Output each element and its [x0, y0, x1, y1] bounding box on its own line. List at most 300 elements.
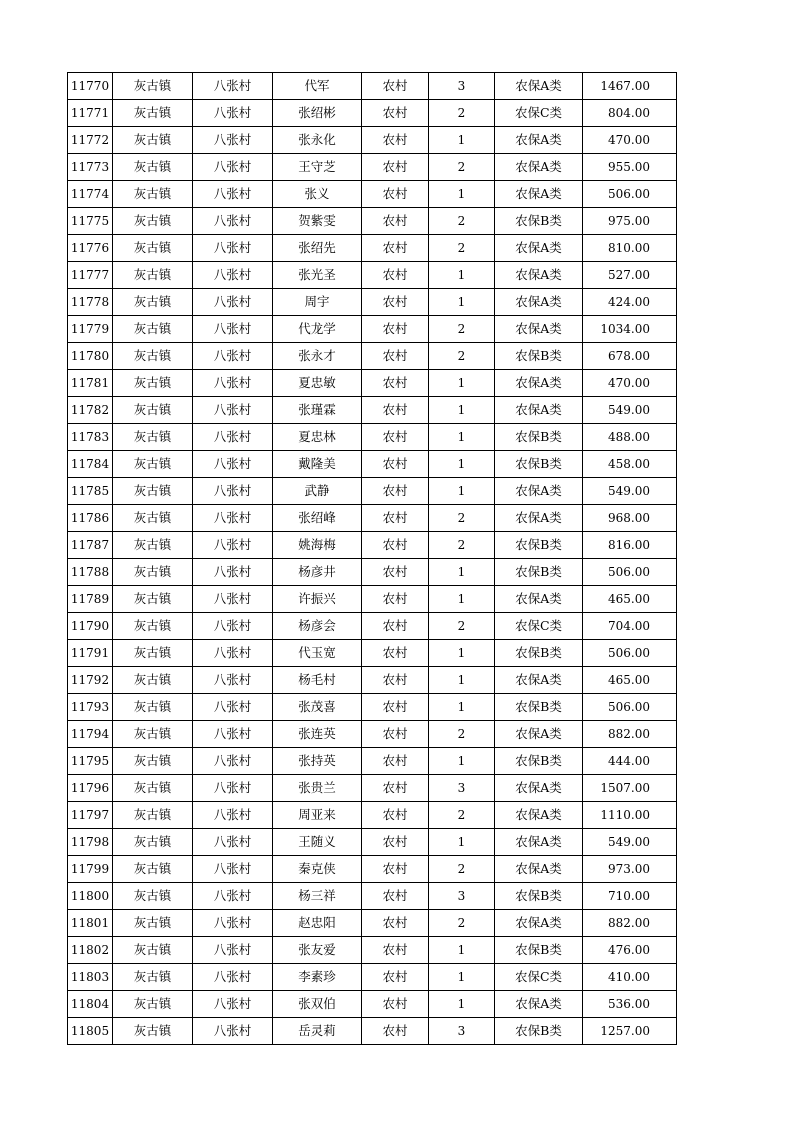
town-cell: 灰古镇 [113, 829, 193, 856]
serial-cell: 11802 [68, 937, 113, 964]
member-count-cell: 1 [429, 559, 495, 586]
household-type-cell: 农村 [362, 775, 429, 802]
household-type-cell: 农村 [362, 73, 429, 100]
amount-cell: 1257.00 [583, 1018, 677, 1045]
serial-cell: 11801 [68, 910, 113, 937]
amount-cell: 536.00 [583, 991, 677, 1018]
table-row [68, 451, 677, 478]
serial-cell: 11780 [68, 343, 113, 370]
table-row [68, 883, 677, 910]
household-type-cell: 农村 [362, 262, 429, 289]
roster-body [68, 73, 677, 1045]
serial-cell: 11774 [68, 181, 113, 208]
amount-cell: 465.00 [583, 667, 677, 694]
household-type-cell: 农村 [362, 640, 429, 667]
table-row [68, 559, 677, 586]
household-type-cell: 农村 [362, 856, 429, 883]
table-row [68, 748, 677, 775]
village-cell: 八张村 [193, 451, 273, 478]
amount-cell: 1507.00 [583, 775, 677, 802]
member-count-cell: 3 [429, 73, 495, 100]
category-cell: 农保A类 [495, 370, 583, 397]
name-cell: 张绍峰 [273, 505, 362, 532]
amount-cell: 678.00 [583, 343, 677, 370]
amount-cell: 804.00 [583, 100, 677, 127]
category-cell: 农保A类 [495, 586, 583, 613]
table-row [68, 424, 677, 451]
category-cell: 农保A类 [495, 181, 583, 208]
household-type-cell: 农村 [362, 559, 429, 586]
town-cell: 灰古镇 [113, 856, 193, 883]
name-cell: 张永化 [273, 127, 362, 154]
household-type-cell: 农村 [362, 370, 429, 397]
village-cell: 八张村 [193, 289, 273, 316]
category-cell: 农保A类 [495, 910, 583, 937]
town-cell: 灰古镇 [113, 127, 193, 154]
name-cell: 许振兴 [273, 586, 362, 613]
table-row [68, 208, 677, 235]
name-cell: 王守芝 [273, 154, 362, 181]
member-count-cell: 2 [429, 721, 495, 748]
name-cell: 贺紫雯 [273, 208, 362, 235]
table-row [68, 640, 677, 667]
village-cell: 八张村 [193, 721, 273, 748]
amount-cell: 549.00 [583, 478, 677, 505]
category-cell: 农保A类 [495, 154, 583, 181]
category-cell: 农保B类 [495, 937, 583, 964]
serial-cell: 11772 [68, 127, 113, 154]
name-cell: 周宇 [273, 289, 362, 316]
town-cell: 灰古镇 [113, 667, 193, 694]
table-row [68, 829, 677, 856]
amount-cell: 506.00 [583, 559, 677, 586]
table-row [68, 937, 677, 964]
amount-cell: 1110.00 [583, 802, 677, 829]
village-cell: 八张村 [193, 613, 273, 640]
household-type-cell: 农村 [362, 721, 429, 748]
town-cell: 灰古镇 [113, 694, 193, 721]
household-type-cell: 农村 [362, 343, 429, 370]
household-type-cell: 农村 [362, 316, 429, 343]
member-count-cell: 1 [429, 748, 495, 775]
household-type-cell: 农村 [362, 505, 429, 532]
name-cell: 赵忠阳 [273, 910, 362, 937]
member-count-cell: 1 [429, 370, 495, 397]
member-count-cell: 1 [429, 127, 495, 154]
category-cell: 农保A类 [495, 73, 583, 100]
amount-cell: 704.00 [583, 613, 677, 640]
village-cell: 八张村 [193, 640, 273, 667]
town-cell: 灰古镇 [113, 559, 193, 586]
member-count-cell: 1 [429, 289, 495, 316]
member-count-cell: 3 [429, 883, 495, 910]
town-cell: 灰古镇 [113, 883, 193, 910]
amount-cell: 549.00 [583, 829, 677, 856]
serial-cell: 11777 [68, 262, 113, 289]
name-cell: 戴隆美 [273, 451, 362, 478]
name-cell: 代龙学 [273, 316, 362, 343]
serial-cell: 11791 [68, 640, 113, 667]
serial-cell: 11790 [68, 613, 113, 640]
serial-cell: 11785 [68, 478, 113, 505]
table-row [68, 370, 677, 397]
table-row [68, 235, 677, 262]
village-cell: 八张村 [193, 775, 273, 802]
name-cell: 姚海梅 [273, 532, 362, 559]
town-cell: 灰古镇 [113, 910, 193, 937]
table-row [68, 667, 677, 694]
name-cell: 张双伯 [273, 991, 362, 1018]
serial-cell: 11788 [68, 559, 113, 586]
household-type-cell: 农村 [362, 532, 429, 559]
household-type-cell: 农村 [362, 802, 429, 829]
village-cell: 八张村 [193, 910, 273, 937]
serial-cell: 11796 [68, 775, 113, 802]
name-cell: 夏忠林 [273, 424, 362, 451]
village-cell: 八张村 [193, 343, 273, 370]
household-type-cell: 农村 [362, 424, 429, 451]
village-cell: 八张村 [193, 235, 273, 262]
serial-cell: 11773 [68, 154, 113, 181]
serial-cell: 11787 [68, 532, 113, 559]
name-cell: 周亚来 [273, 802, 362, 829]
table-row [68, 397, 677, 424]
town-cell: 灰古镇 [113, 748, 193, 775]
table-row [68, 802, 677, 829]
category-cell: 农保B类 [495, 424, 583, 451]
category-cell: 农保B类 [495, 694, 583, 721]
table-row [68, 262, 677, 289]
serial-cell: 11779 [68, 316, 113, 343]
category-cell: 农保C类 [495, 613, 583, 640]
town-cell: 灰古镇 [113, 370, 193, 397]
household-type-cell: 农村 [362, 964, 429, 991]
town-cell: 灰古镇 [113, 1018, 193, 1045]
amount-cell: 458.00 [583, 451, 677, 478]
household-type-cell: 农村 [362, 748, 429, 775]
household-type-cell: 农村 [362, 235, 429, 262]
member-count-cell: 1 [429, 451, 495, 478]
table-row [68, 613, 677, 640]
category-cell: 农保B类 [495, 1018, 583, 1045]
category-cell: 农保A类 [495, 127, 583, 154]
village-cell: 八张村 [193, 208, 273, 235]
member-count-cell: 1 [429, 667, 495, 694]
amount-cell: 549.00 [583, 397, 677, 424]
table-row [68, 100, 677, 127]
category-cell: 农保B类 [495, 748, 583, 775]
amount-cell: 975.00 [583, 208, 677, 235]
amount-cell: 882.00 [583, 910, 677, 937]
serial-cell: 11793 [68, 694, 113, 721]
amount-cell: 506.00 [583, 640, 677, 667]
village-cell: 八张村 [193, 478, 273, 505]
name-cell: 岳灵莉 [273, 1018, 362, 1045]
village-cell: 八张村 [193, 424, 273, 451]
town-cell: 灰古镇 [113, 424, 193, 451]
village-cell: 八张村 [193, 1018, 273, 1045]
village-cell: 八张村 [193, 559, 273, 586]
member-count-cell: 1 [429, 397, 495, 424]
serial-cell: 11770 [68, 73, 113, 100]
village-cell: 八张村 [193, 586, 273, 613]
household-type-cell: 农村 [362, 937, 429, 964]
category-cell: 农保C类 [495, 964, 583, 991]
serial-cell: 11795 [68, 748, 113, 775]
town-cell: 灰古镇 [113, 937, 193, 964]
amount-cell: 973.00 [583, 856, 677, 883]
serial-cell: 11800 [68, 883, 113, 910]
serial-cell: 11786 [68, 505, 113, 532]
category-cell: 农保A类 [495, 505, 583, 532]
member-count-cell: 2 [429, 235, 495, 262]
serial-cell: 11805 [68, 1018, 113, 1045]
serial-cell: 11781 [68, 370, 113, 397]
town-cell: 灰古镇 [113, 343, 193, 370]
household-type-cell: 农村 [362, 667, 429, 694]
member-count-cell: 2 [429, 910, 495, 937]
village-cell: 八张村 [193, 532, 273, 559]
village-cell: 八张村 [193, 883, 273, 910]
town-cell: 灰古镇 [113, 991, 193, 1018]
serial-cell: 11776 [68, 235, 113, 262]
name-cell: 张绍彬 [273, 100, 362, 127]
member-count-cell: 2 [429, 343, 495, 370]
category-cell: 农保B类 [495, 640, 583, 667]
village-cell: 八张村 [193, 505, 273, 532]
amount-cell: 424.00 [583, 289, 677, 316]
amount-cell: 816.00 [583, 532, 677, 559]
category-cell: 农保B类 [495, 451, 583, 478]
village-cell: 八张村 [193, 181, 273, 208]
table-row [68, 532, 677, 559]
name-cell: 王随义 [273, 829, 362, 856]
member-count-cell: 2 [429, 316, 495, 343]
member-count-cell: 2 [429, 802, 495, 829]
village-cell: 八张村 [193, 667, 273, 694]
amount-cell: 444.00 [583, 748, 677, 775]
amount-cell: 410.00 [583, 964, 677, 991]
name-cell: 代军 [273, 73, 362, 100]
town-cell: 灰古镇 [113, 289, 193, 316]
member-count-cell: 1 [429, 829, 495, 856]
category-cell: 农保A类 [495, 856, 583, 883]
household-type-cell: 农村 [362, 829, 429, 856]
serial-cell: 11792 [68, 667, 113, 694]
member-count-cell: 2 [429, 856, 495, 883]
amount-cell: 470.00 [583, 127, 677, 154]
town-cell: 灰古镇 [113, 505, 193, 532]
name-cell: 张茂喜 [273, 694, 362, 721]
table-row [68, 316, 677, 343]
town-cell: 灰古镇 [113, 397, 193, 424]
village-cell: 八张村 [193, 100, 273, 127]
member-count-cell: 3 [429, 775, 495, 802]
serial-cell: 11784 [68, 451, 113, 478]
category-cell: 农保A类 [495, 316, 583, 343]
village-cell: 八张村 [193, 937, 273, 964]
household-type-cell: 农村 [362, 451, 429, 478]
household-type-cell: 农村 [362, 208, 429, 235]
serial-cell: 11794 [68, 721, 113, 748]
village-cell: 八张村 [193, 991, 273, 1018]
table-row [68, 73, 677, 100]
amount-cell: 506.00 [583, 694, 677, 721]
name-cell: 张永才 [273, 343, 362, 370]
table-row [68, 343, 677, 370]
amount-cell: 470.00 [583, 370, 677, 397]
member-count-cell: 1 [429, 991, 495, 1018]
category-cell: 农保B类 [495, 883, 583, 910]
category-cell: 农保A类 [495, 289, 583, 316]
member-count-cell: 1 [429, 640, 495, 667]
household-type-cell: 农村 [362, 289, 429, 316]
table-row [68, 127, 677, 154]
member-count-cell: 2 [429, 100, 495, 127]
serial-cell: 11789 [68, 586, 113, 613]
table-row [68, 964, 677, 991]
name-cell: 张贵兰 [273, 775, 362, 802]
household-type-cell: 农村 [362, 883, 429, 910]
amount-cell: 1034.00 [583, 316, 677, 343]
member-count-cell: 3 [429, 1018, 495, 1045]
town-cell: 灰古镇 [113, 775, 193, 802]
category-cell: 农保B类 [495, 343, 583, 370]
name-cell: 杨三祥 [273, 883, 362, 910]
name-cell: 张瑾霖 [273, 397, 362, 424]
category-cell: 农保B类 [495, 559, 583, 586]
category-cell: 农保A类 [495, 721, 583, 748]
category-cell: 农保A类 [495, 667, 583, 694]
member-count-cell: 1 [429, 586, 495, 613]
name-cell: 杨彦井 [273, 559, 362, 586]
town-cell: 灰古镇 [113, 154, 193, 181]
category-cell: 农保C类 [495, 100, 583, 127]
town-cell: 灰古镇 [113, 532, 193, 559]
town-cell: 灰古镇 [113, 478, 193, 505]
table-row [68, 910, 677, 937]
category-cell: 农保A类 [495, 478, 583, 505]
serial-cell: 11804 [68, 991, 113, 1018]
category-cell: 农保A类 [495, 397, 583, 424]
table-row [68, 694, 677, 721]
serial-cell: 11778 [68, 289, 113, 316]
town-cell: 灰古镇 [113, 100, 193, 127]
household-type-cell: 农村 [362, 694, 429, 721]
town-cell: 灰古镇 [113, 316, 193, 343]
name-cell: 张光圣 [273, 262, 362, 289]
town-cell: 灰古镇 [113, 721, 193, 748]
table-row [68, 1018, 677, 1045]
amount-cell: 710.00 [583, 883, 677, 910]
town-cell: 灰古镇 [113, 262, 193, 289]
serial-cell: 11775 [68, 208, 113, 235]
amount-cell: 488.00 [583, 424, 677, 451]
household-type-cell: 农村 [362, 1018, 429, 1045]
village-cell: 八张村 [193, 154, 273, 181]
member-count-cell: 2 [429, 154, 495, 181]
village-cell: 八张村 [193, 802, 273, 829]
village-cell: 八张村 [193, 694, 273, 721]
serial-cell: 11803 [68, 964, 113, 991]
serial-cell: 11771 [68, 100, 113, 127]
name-cell: 武静 [273, 478, 362, 505]
serial-cell: 11783 [68, 424, 113, 451]
name-cell: 代玉宽 [273, 640, 362, 667]
village-cell: 八张村 [193, 73, 273, 100]
serial-cell: 11782 [68, 397, 113, 424]
amount-cell: 465.00 [583, 586, 677, 613]
village-cell: 八张村 [193, 370, 273, 397]
member-count-cell: 2 [429, 532, 495, 559]
household-type-cell: 农村 [362, 478, 429, 505]
town-cell: 灰古镇 [113, 181, 193, 208]
table-row [68, 775, 677, 802]
village-cell: 八张村 [193, 856, 273, 883]
table-row [68, 289, 677, 316]
amount-cell: 476.00 [583, 937, 677, 964]
household-type-cell: 农村 [362, 586, 429, 613]
town-cell: 灰古镇 [113, 235, 193, 262]
member-count-cell: 2 [429, 613, 495, 640]
town-cell: 灰古镇 [113, 802, 193, 829]
category-cell: 农保A类 [495, 802, 583, 829]
member-count-cell: 1 [429, 181, 495, 208]
household-type-cell: 农村 [362, 154, 429, 181]
serial-cell: 11799 [68, 856, 113, 883]
name-cell: 杨毛村 [273, 667, 362, 694]
table-row [68, 721, 677, 748]
name-cell: 李素珍 [273, 964, 362, 991]
category-cell: 农保A类 [495, 991, 583, 1018]
table-row [68, 181, 677, 208]
name-cell: 张连英 [273, 721, 362, 748]
village-cell: 八张村 [193, 397, 273, 424]
amount-cell: 527.00 [583, 262, 677, 289]
serial-cell: 11798 [68, 829, 113, 856]
town-cell: 灰古镇 [113, 964, 193, 991]
village-cell: 八张村 [193, 964, 273, 991]
name-cell: 秦克侠 [273, 856, 362, 883]
household-type-cell: 农村 [362, 397, 429, 424]
amount-cell: 955.00 [583, 154, 677, 181]
household-type-cell: 农村 [362, 100, 429, 127]
category-cell: 农保A类 [495, 829, 583, 856]
name-cell: 张绍先 [273, 235, 362, 262]
table-row [68, 478, 677, 505]
member-count-cell: 2 [429, 505, 495, 532]
category-cell: 农保A类 [495, 235, 583, 262]
member-count-cell: 1 [429, 478, 495, 505]
member-count-cell: 1 [429, 262, 495, 289]
household-type-cell: 农村 [362, 181, 429, 208]
household-type-cell: 农村 [362, 910, 429, 937]
member-count-cell: 1 [429, 937, 495, 964]
member-count-cell: 1 [429, 694, 495, 721]
member-count-cell: 1 [429, 964, 495, 991]
member-count-cell: 2 [429, 208, 495, 235]
village-cell: 八张村 [193, 316, 273, 343]
table-row [68, 991, 677, 1018]
amount-cell: 506.00 [583, 181, 677, 208]
village-cell: 八张村 [193, 127, 273, 154]
household-type-cell: 农村 [362, 991, 429, 1018]
serial-cell: 11797 [68, 802, 113, 829]
household-type-cell: 农村 [362, 127, 429, 154]
town-cell: 灰古镇 [113, 451, 193, 478]
town-cell: 灰古镇 [113, 73, 193, 100]
name-cell: 杨彦会 [273, 613, 362, 640]
